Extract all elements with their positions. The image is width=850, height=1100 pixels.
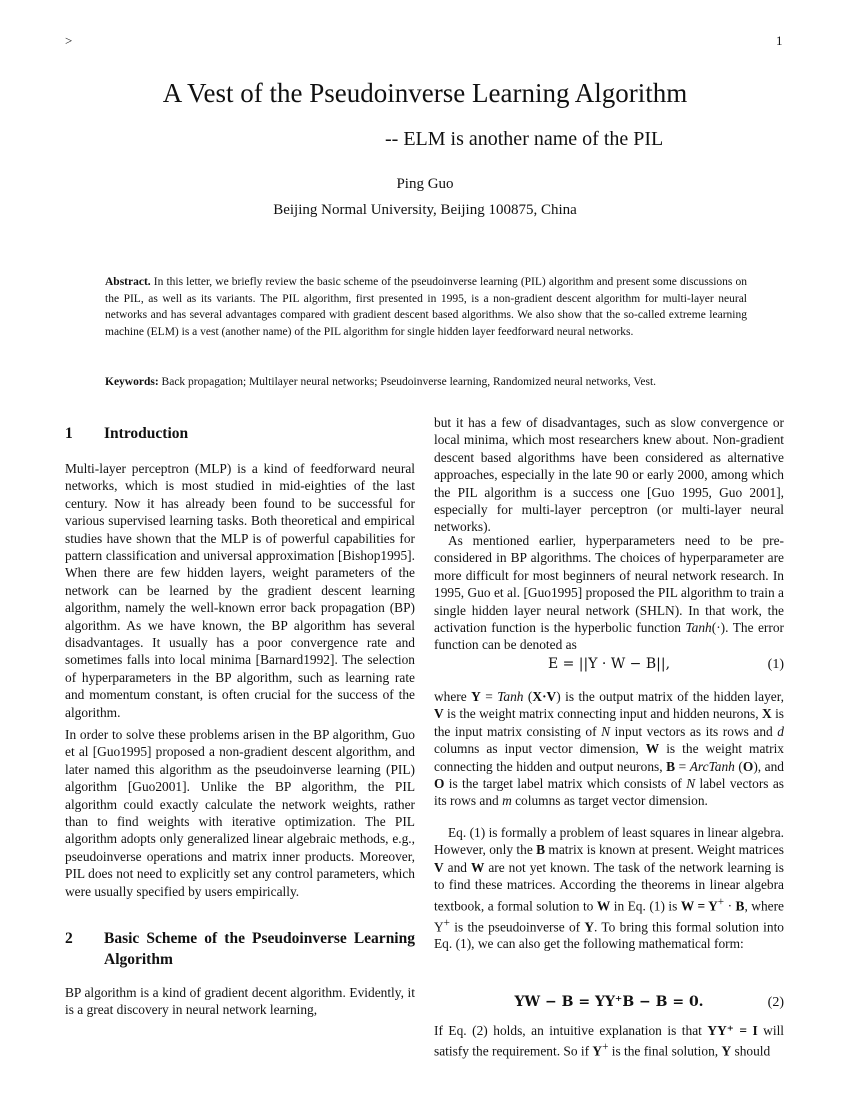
equation-2-body: YW − B = YY⁺B − B = 0. [514, 994, 704, 1010]
abstract [105, 274, 747, 340]
matrix-symbol: W [470, 859, 485, 875]
text-run: · [724, 898, 736, 914]
matrix-symbol: V [434, 706, 444, 722]
variable-symbol: N [601, 723, 611, 739]
keywords [105, 374, 747, 390]
variable-symbol: N [686, 776, 696, 792]
text-run: in Eq. (1) is [610, 898, 681, 914]
paper-title: A Vest of the Pseudoinverse Learning Algorithm [162, 78, 688, 108]
text-run: = [480, 689, 498, 704]
matrix-symbol: O [434, 776, 445, 792]
superscript-plus: + [717, 895, 725, 908]
text-run: Eq. (1) is formally a problem of least squares in linear algebra. However, only the [434, 825, 784, 858]
text-run: are not yet known. The task of the network learning is to find these matrices. According the theorems in linear algebra textbook, a formal solution to [434, 859, 784, 914]
text-run: should [731, 1043, 771, 1059]
text-run: If Eq. (2) holds, an intuitive explanation is that [434, 1023, 708, 1038]
author: Ping Guo [396, 176, 454, 192]
matrix-symbol: B [536, 842, 546, 858]
abstract-text: In this letter, we briefly review the basic scheme of the pseudoinverse learning (PIL) algorithm and present some discussions on the PIL, as well as its variants. The PIL algorithm, first presented in 1995, is a non-gradient descent algorithm for multi-layer neural networks and has several advantages compared with gradient descent based algorithms. We also show that the so-called extreme learning machine (ELM) is a vest (another name) of the PIL algorithm for single hidden layer feedforward neural networks. [105, 276, 747, 338]
section-number: 1 [65, 425, 73, 442]
text-run: label vectors as its rows and [434, 776, 784, 809]
equation-1 [434, 656, 784, 678]
formal-solution: W = Y [680, 898, 718, 914]
equation-2-number: (2) [767, 995, 784, 1010]
text-run: matrix is known at present. Weight matrices [545, 842, 785, 858]
matrix-symbol: Y [721, 1043, 732, 1059]
text-run: is the pseudoinverse of [449, 918, 585, 934]
tanh-term: Tanh [685, 620, 712, 636]
text-run: ( [734, 758, 743, 774]
paper-subtitle: -- ELM is another name of the PIL [385, 128, 664, 150]
variable-symbol: m [502, 793, 512, 809]
keywords-text: Back propagation; Multilayer neural networks; Pseudoinverse learning, Randomized neural networks, Vest. [161, 376, 657, 388]
right-paragraph-4 [434, 824, 784, 953]
text-run: is the weight matrix connecting the hidden and output neurons, [434, 741, 784, 774]
superscript-plus: + [602, 1041, 609, 1054]
right-paragraph-3 [434, 688, 784, 810]
equation-1-body: E = ||Y · W − B||, [547, 656, 671, 672]
section-1-heading [65, 423, 415, 444]
variable-symbol: d [777, 723, 784, 739]
text-run: . To bring this formal solution into Eq. (1), we can also get the following mathematical form: [434, 918, 784, 952]
intro-paragraph-1: Multi-layer perceptron (MLP) is a kind of feedforward neural networks, which is most studied in mid-eighties of the last century. Now it has already been found to be successful for various supervised learning tasks. Both theoretical and empirical studies have shown that the MLP is of powerful capabilities for pattern classification and universal approximation [Bishop1995]. When there are few hidden layers, weight parameters of the network can be learned by the gradient descent learning algorithm, namely the well-known error back propagation (BP) algorithm. As we have known, the BP algorithm has several disadvantages. It usually has a poor convergence rate and sometimes falls into local minima [Barnard1992]. The selection of hyperparameters in the BP algorithm, such as learning rate and momentum constant, is often crucial for the success of the algorithm. [65, 461, 415, 720]
identity-equation: YY⁺ = I [707, 1023, 758, 1038]
right-paragraph-5 [434, 1022, 784, 1060]
right-paragraph-1: but it has a few of disadvantages, such as slow convergence or local minima, which most researchers knew about. Non-gradient descent based algorithms have been considered as alternative approaches, especially in the late 90 or early 2000, among which the PIL algorithm is a success one [Guo 1995, Guo 2001], especially for multi-layer perceptron (or multi-layer neural networks). [434, 415, 784, 535]
matrix-symbol: B [666, 758, 676, 774]
text-run: ), and [753, 758, 785, 774]
equation-1-number: (1) [767, 657, 784, 672]
section-2-heading [65, 928, 415, 970]
matrix-symbol: O [742, 758, 754, 774]
tanh-term: Tanh [497, 689, 524, 704]
text-run: As mentioned earlier, hyperparameters need to be pre-considered in BP algorithms. The choices of hyperparameter are more difficult for most beginners of neural network research. In 1995, Guo et al. [Guo1995] proposed the PIL algorithm to train a single hidden layer neural network (SHLN). In that work, the activation function is the hyperbolic function [434, 533, 784, 636]
section-number: 2 [65, 930, 73, 947]
matrix-symbol: Y [471, 689, 481, 704]
matrix-symbol: B [735, 898, 745, 914]
text-run: is the target label matrix which consists of [444, 776, 687, 792]
matrix-symbol: Y [592, 1043, 603, 1059]
keywords-label: Keywords: [105, 376, 159, 388]
text-run: (·). The error function can be denoted as [434, 620, 785, 653]
right-paragraph-2 [434, 532, 784, 654]
matrix-symbol: X [762, 706, 772, 722]
text-run: columns as target vector dimension. [511, 793, 708, 809]
header-mark: > [65, 33, 73, 48]
text-run: is the input matrix consisting of [434, 706, 785, 739]
text-run: ) is the output matrix of the hidden layer, [556, 689, 785, 704]
matrix-symbol: X·V [532, 689, 557, 704]
text-run: will satisfy the requirement. So if [434, 1023, 785, 1059]
text-run: and [443, 859, 471, 875]
text-run: , where Y [434, 898, 784, 934]
section-title: Introduction [104, 425, 189, 442]
intro-paragraph-2: In order to solve these problems arisen in the BP algorithm, Guo et al [Guo1995] proposed a non-gradient descent algorithm, and later named this algorithm as the pseudoinverse learning (PIL) algorithm [Guo2001]. Unlike the BP algorithm, the PIL algorithm could exactly calculate the network weights, rather than to find weights with iterative optimization. The PIL algorithm adopts only generalized linear algebraic methods, e.g., pseudoinverse operations and matrix inner products. Moreover, PIL does not need to explicitly set any control parameters, which were usually specified by users empirically. [65, 727, 415, 899]
section-title: Basic Scheme of the Pseudoinverse Learning Algorithm [104, 930, 415, 968]
matrix-symbol: Y [584, 918, 595, 934]
superscript-plus: + [443, 916, 450, 929]
text-run: is the final solution, [608, 1043, 722, 1059]
text-run: = [675, 758, 690, 774]
text-run: is the weight matrix connecting input and hidden neurons, [443, 706, 763, 722]
text-run: columns as input vector dimension, [434, 741, 646, 757]
matrix-symbol: V [434, 859, 444, 875]
matrix-symbol: W [645, 741, 660, 757]
arctanh-term: ArcTanh [689, 758, 735, 774]
text-run: ( [523, 689, 533, 704]
affiliation: Beijing Normal University, Beijing 100875, China [273, 202, 577, 218]
equation-2 [434, 994, 784, 1016]
text-run: input vectors as its rows and [610, 723, 778, 739]
page-number: 1 [776, 33, 783, 48]
section-2-paragraph-1: BP algorithm is a kind of gradient decent algorithm. Evidently, it is a great discovery in neural network learning, [65, 985, 415, 1018]
text-run: where [434, 689, 472, 704]
matrix-symbol: W [596, 898, 611, 914]
abstract-label: Abstract. [105, 276, 151, 288]
